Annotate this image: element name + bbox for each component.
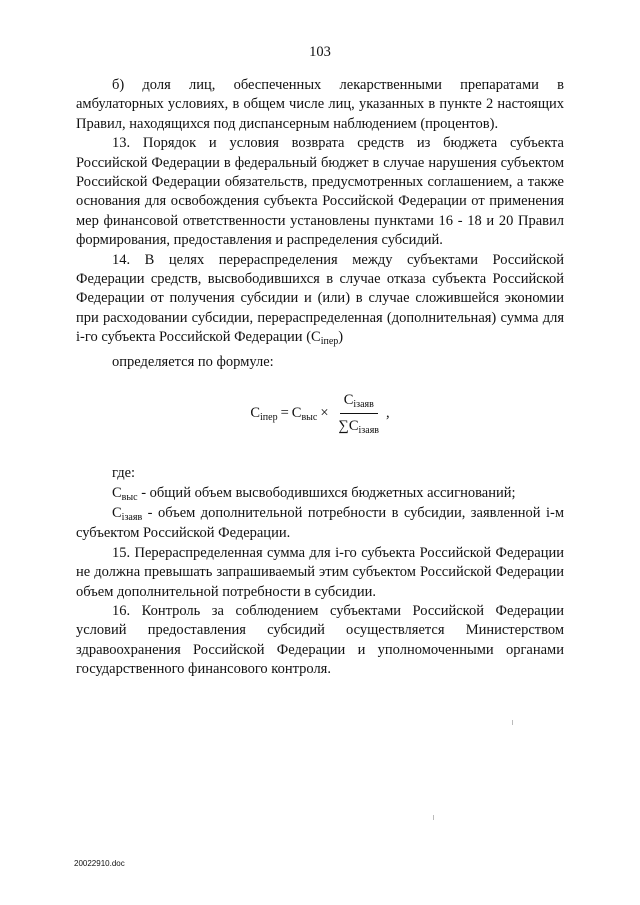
formula-sum: ∑ [338, 418, 349, 435]
formula-sub-vys: выс [301, 411, 318, 423]
formula-lhs [250, 404, 277, 424]
paragraph-16: 16. Контроль за соблюдением субъектами Российской Федерации условий предоставления субсидий осуществляется Министерством здравоохранения Российской Федерации и уполномоченными органами государственного финансового контроля. [76, 602, 564, 678]
formula-expression [250, 391, 389, 438]
subscript-iper: iпер [320, 336, 339, 348]
formula-c-vys: С [291, 404, 302, 421]
document-body [76, 76, 564, 680]
scan-mark [433, 815, 434, 820]
def2-c: С [112, 504, 122, 521]
formula-fraction [335, 391, 384, 438]
def1-text: - общий объем высвободившихся бюджетных ассигнований; [137, 484, 516, 501]
paragraph-14-close: ) [338, 329, 344, 346]
formula-num-c: С [343, 391, 354, 408]
formula-equals: = [280, 405, 289, 422]
page-number: 103 [309, 44, 331, 60]
paragraph-14-tail: определяется по формуле: [112, 353, 274, 370]
formula-c-vys-term [292, 404, 318, 424]
definition-c-izayav [76, 504, 564, 544]
paragraph-14-text: 14. В целях перераспределения между субъектами Российской Федерации средств, высвободившихся в случае отказа субъекта Российской Федерации от получения субсидии и (или) в случае сложившейся экономии при расходовании субсидии, перераспределенная (дополнительная) сумма для i-го субъекта Российской Федерации ( [76, 251, 564, 346]
definition-c-vys [76, 484, 564, 504]
def1-sub: выс [121, 491, 138, 503]
scan-mark [512, 720, 513, 725]
footer-file-name: 20022910.doc [74, 859, 125, 868]
formula-times: × [320, 405, 329, 422]
where-label: где: [112, 465, 136, 482]
formula-den-sub: iзаяв [358, 425, 380, 437]
def1-c: С [112, 484, 122, 501]
paragraph-b: б) доля лиц, обеспеченных лекарственными препаратами в амбулаторных условиях, в общем числе лиц, указанных в пункте 2 настоящих Правил, находящихся под диспансерным наблюдением (процентов). [76, 77, 564, 132]
formula-c-iper: С [250, 404, 260, 421]
formula [76, 390, 564, 438]
formula-comma: , [386, 405, 390, 422]
formula-den-c: С [348, 418, 359, 435]
paragraph-13: 13. Порядок и условия возврата средств из бюджета субъекта Российской Федерации в федеральный бюджет в случае нарушения субъектом Российской Федерации обязательств, предусмотренных соглашением, а также основания для освобождения субъекта Российской Федерации от применения мер финансовой ответственности установлены пунктами 16 - 18 и 20 Правил формирования, предоставления и распределения субсидий. [76, 135, 564, 249]
formula-sub-iper: iпер [260, 411, 278, 423]
def2-text: - объем дополнительной потребности в субсидии, заявленной i-м субъектом Российской Федерации. [76, 504, 564, 542]
symbol-c: С [311, 329, 321, 346]
formula-num-sub: iзаяв [353, 398, 374, 410]
paragraph-15: 15. Перераспределенная сумма для i-го субъекта Российской Федерации не должна превышать запрашиваемый этим субъектом Российской Федерации объем дополнительной потребности в субсидии. [76, 544, 564, 600]
formula-denominator [335, 414, 384, 437]
paragraph-14 [76, 251, 564, 349]
def2-sub: iзаяв [121, 511, 143, 523]
formula-numerator [340, 391, 378, 414]
